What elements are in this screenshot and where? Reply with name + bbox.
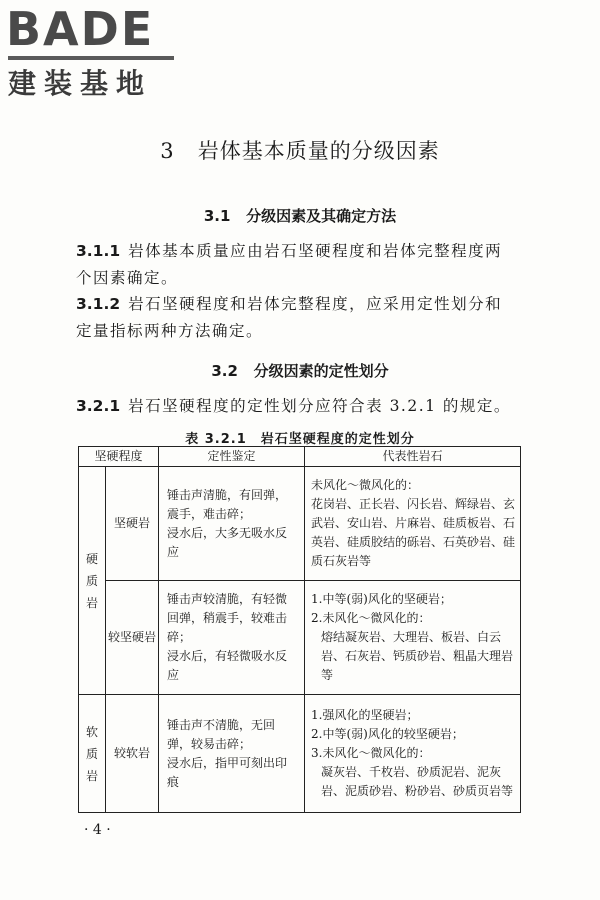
chapter-number: 3 [160,139,175,163]
identification-line: 锤击声较清脆，有轻微回弹，稍震手，较难击碎； [167,592,288,644]
header-hardness: 坚硬程度 [79,447,159,467]
representative-line: 熔结凝灰岩、大理岩、板岩、白云岩、石灰岩、钙质砂岩、粗晶大理岩等 [321,630,514,682]
chapter-title [0,135,600,165]
clause-number: 3.2.1 [76,397,121,415]
representative-line: 1.中等(弱)风化的坚硬岩； [311,592,452,606]
section-title-3-2 [0,360,600,381]
representative-cell [305,695,521,813]
representative-line: 2.未风化～微风化的： [311,611,431,625]
clause-text: 岩石坚硬程度和岩体完整程度，应采用定性划分和定量指标两种方法确定。 [76,295,503,340]
table-header-row [79,447,521,467]
category-soft-rock: 软质岩 [79,695,106,813]
section-number: 3.2 [211,362,238,380]
logo-brand-text: BADE [6,2,155,56]
header-identification: 定性鉴定 [159,447,305,467]
subcategory-cell: 坚硬岩 [106,467,159,581]
representative-line: 凝灰岩、千枚岩、砂质泥岩、泥灰岩、泥质砂岩、粉砂岩、砂质页岩等 [321,765,514,798]
clause-text: 岩体基本质量应由岩石坚硬程度和岩体完整程度两个因素确定。 [76,242,503,287]
representative-cell [305,467,521,581]
representative-line: 花岗岩、正长岩、闪长岩、辉绿岩、玄武岩、安山岩、片麻岩、硅质板岩、石英岩、硅质胶结的砾岩、石英砂岩、硅质石灰岩等 [311,497,516,568]
section-number: 3.1 [203,207,231,225]
clause-3-1-2 [76,291,516,345]
representative-cell [305,581,521,695]
identification-line: 浸水后，有轻微吸水反应 [167,649,288,682]
identification-cell [159,467,305,581]
table-caption: 表 3.2.1 岩石坚硬程度的定性划分 [185,432,415,447]
identification-line: 浸水后，指甲可刻出印痕 [167,755,288,789]
subcategory-cell: 较软岩 [106,695,159,813]
category-hard-rock: 硬质岩 [79,467,106,695]
clause-3-1-1 [76,238,516,292]
logo-subtitle: 建装基地 [8,67,153,100]
section-title-text: 分级因素的定性划分 [253,362,389,380]
table-row [79,467,521,581]
logo-divider [8,56,174,60]
subcategory-cell: 较坚硬岩 [106,581,159,695]
table-row [79,695,521,813]
representative-line: 3.未风化～微风化的： [311,746,431,760]
clause-number: 3.1.1 [76,242,121,260]
clause-3-2-1 [76,393,516,420]
identification-cell [159,695,305,813]
identification-line: 浸水后，大多无吸水反应 [167,525,288,559]
page-number: · 4 · [84,822,111,838]
representative-line: 2.中等(弱)风化的较坚硬岩； [311,727,464,741]
identification-line: 锤击声清脆，有回弹，震手，难击碎； [167,487,288,521]
representative-line: 未风化～微风化的： [311,478,420,492]
header-representative: 代表性岩石 [305,447,521,467]
representative-line: 1.强风化的坚硬岩； [311,708,419,722]
section-title-text: 分级因素及其确定方法 [246,207,397,225]
clause-text: 岩石坚硬程度的定性划分应符合表 3.2.1 的规定。 [128,397,511,415]
identification-cell [159,581,305,695]
table-row [79,581,521,695]
rock-hardness-table [78,446,521,813]
chapter-title-text: 岩体基本质量的分级因素 [197,139,440,163]
identification-line: 锤击声不清脆，无回弹，较易击碎； [167,717,276,751]
bade-logo [6,4,176,100]
clause-number: 3.1.2 [76,295,121,313]
section-title-3-1 [0,205,600,226]
